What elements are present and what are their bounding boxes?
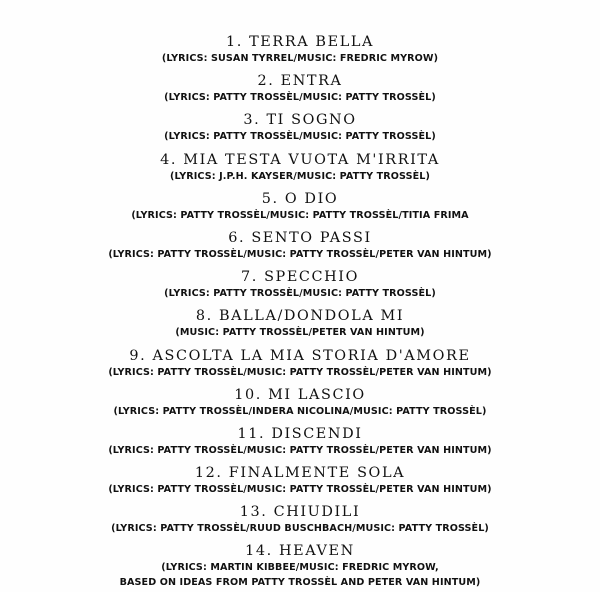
track-credits: (LYRICS: PATTY TROSSÈL/MUSIC: PATTY TROSSÈL) [164,131,436,143]
track-title: 10. MI LASCIO [234,386,366,403]
track-title: 8. BALLA/DONDOLA MI [195,308,405,325]
track-credits: (LYRICS: PATTY TROSSÈL/MUSIC: PATTY TROSSÈL/PETER VAN HINTUM) [108,248,492,260]
track-credits: (LYRICS: PATTY TROSSÈL/MUSIC: PATTY TROSSÈL/PETER VAN HINTUM) [108,366,492,378]
track-title: 5. O DIO [261,190,339,207]
track-1 [0,33,600,66]
track-credits: (LYRICS: PATTY TROSSÈL/MUSIC: PATTY TROSSÈL/PETER VAN HINTUM) [108,484,492,496]
track-title: 9. ASCOLTA LA MIA STORIA D'AMORE [129,347,471,364]
track-11 [0,425,600,458]
track-title: 14. HEAVEN [245,543,355,560]
track-credits: (LYRICS: SUSAN TYRREL/MUSIC: FREDRIC MYROW) [161,53,439,64]
track-title: 1. TERRA BELLA [225,34,375,50]
track-credits: (LYRICS: J.P.H. KAYSER/MUSIC: PATTY TROSSÈL) [170,170,430,182]
track-credits: (MUSIC: PATTY TROSSÈL/PETER VAN HINTUM) [175,327,425,339]
track-title: 11. DISCENDI [237,425,363,442]
track-credits: (LYRICS: MARTIN KIBBEE/MUSIC: FREDRIC MYROW, [161,562,439,574]
track-title: 4. MIA TESTA VUOTA M'IRRITA [160,151,440,168]
track-credits: (LYRICS: PATTY TROSSÈL/MUSIC: PATTY TROSSÈL) [164,288,436,300]
track-credits: (LYRICS: PATTY TROSSÈL/RUUD BUSCHBACH/MUSIC: PATTY TROSSÈL) [111,523,489,535]
track-credits: (LYRICS: PATTY TROSSÈL/MUSIC: PATTY TROSSÈL) [164,92,436,104]
track-title: 13. CHIUDILI [239,504,361,521]
track-12 [0,464,600,497]
tracklist [0,33,600,590]
track-7 [0,268,600,301]
track-title: 7. SPECCHIO [240,269,359,286]
track-4 [0,151,600,184]
track-10 [0,386,600,419]
track-title: 12. FINALMENTE SOLA [194,465,406,482]
track-title: 2. ENTRA [257,73,343,90]
track-8 [0,307,600,340]
track-9 [0,347,600,380]
track-credits-continued: BASED ON IDEAS FROM PATTY TROSSÈL AND PETER VAN HINTUM) [119,577,481,589]
track-13 [0,503,600,536]
track-6 [0,229,600,262]
track-credits: (LYRICS: PATTY TROSSÈL/INDERA NICOLINA/MUSIC: PATTY TROSSÈL) [113,405,487,417]
track-credits: (LYRICS: PATTY TROSSÈL/MUSIC: PATTY TROSSÈL/PETER VAN HINTUM) [108,444,492,456]
track-5 [0,190,600,223]
track-title: 3. TI SOGNO [243,112,357,129]
track-3 [0,111,600,144]
track-credits: (LYRICS: PATTY TROSSÈL/MUSIC: PATTY TROSSÈL/TITIA FRIMA [131,209,469,221]
track-2 [0,72,600,105]
track-14 [0,542,600,590]
track-title: 6. SENTO PASSI [228,229,372,246]
